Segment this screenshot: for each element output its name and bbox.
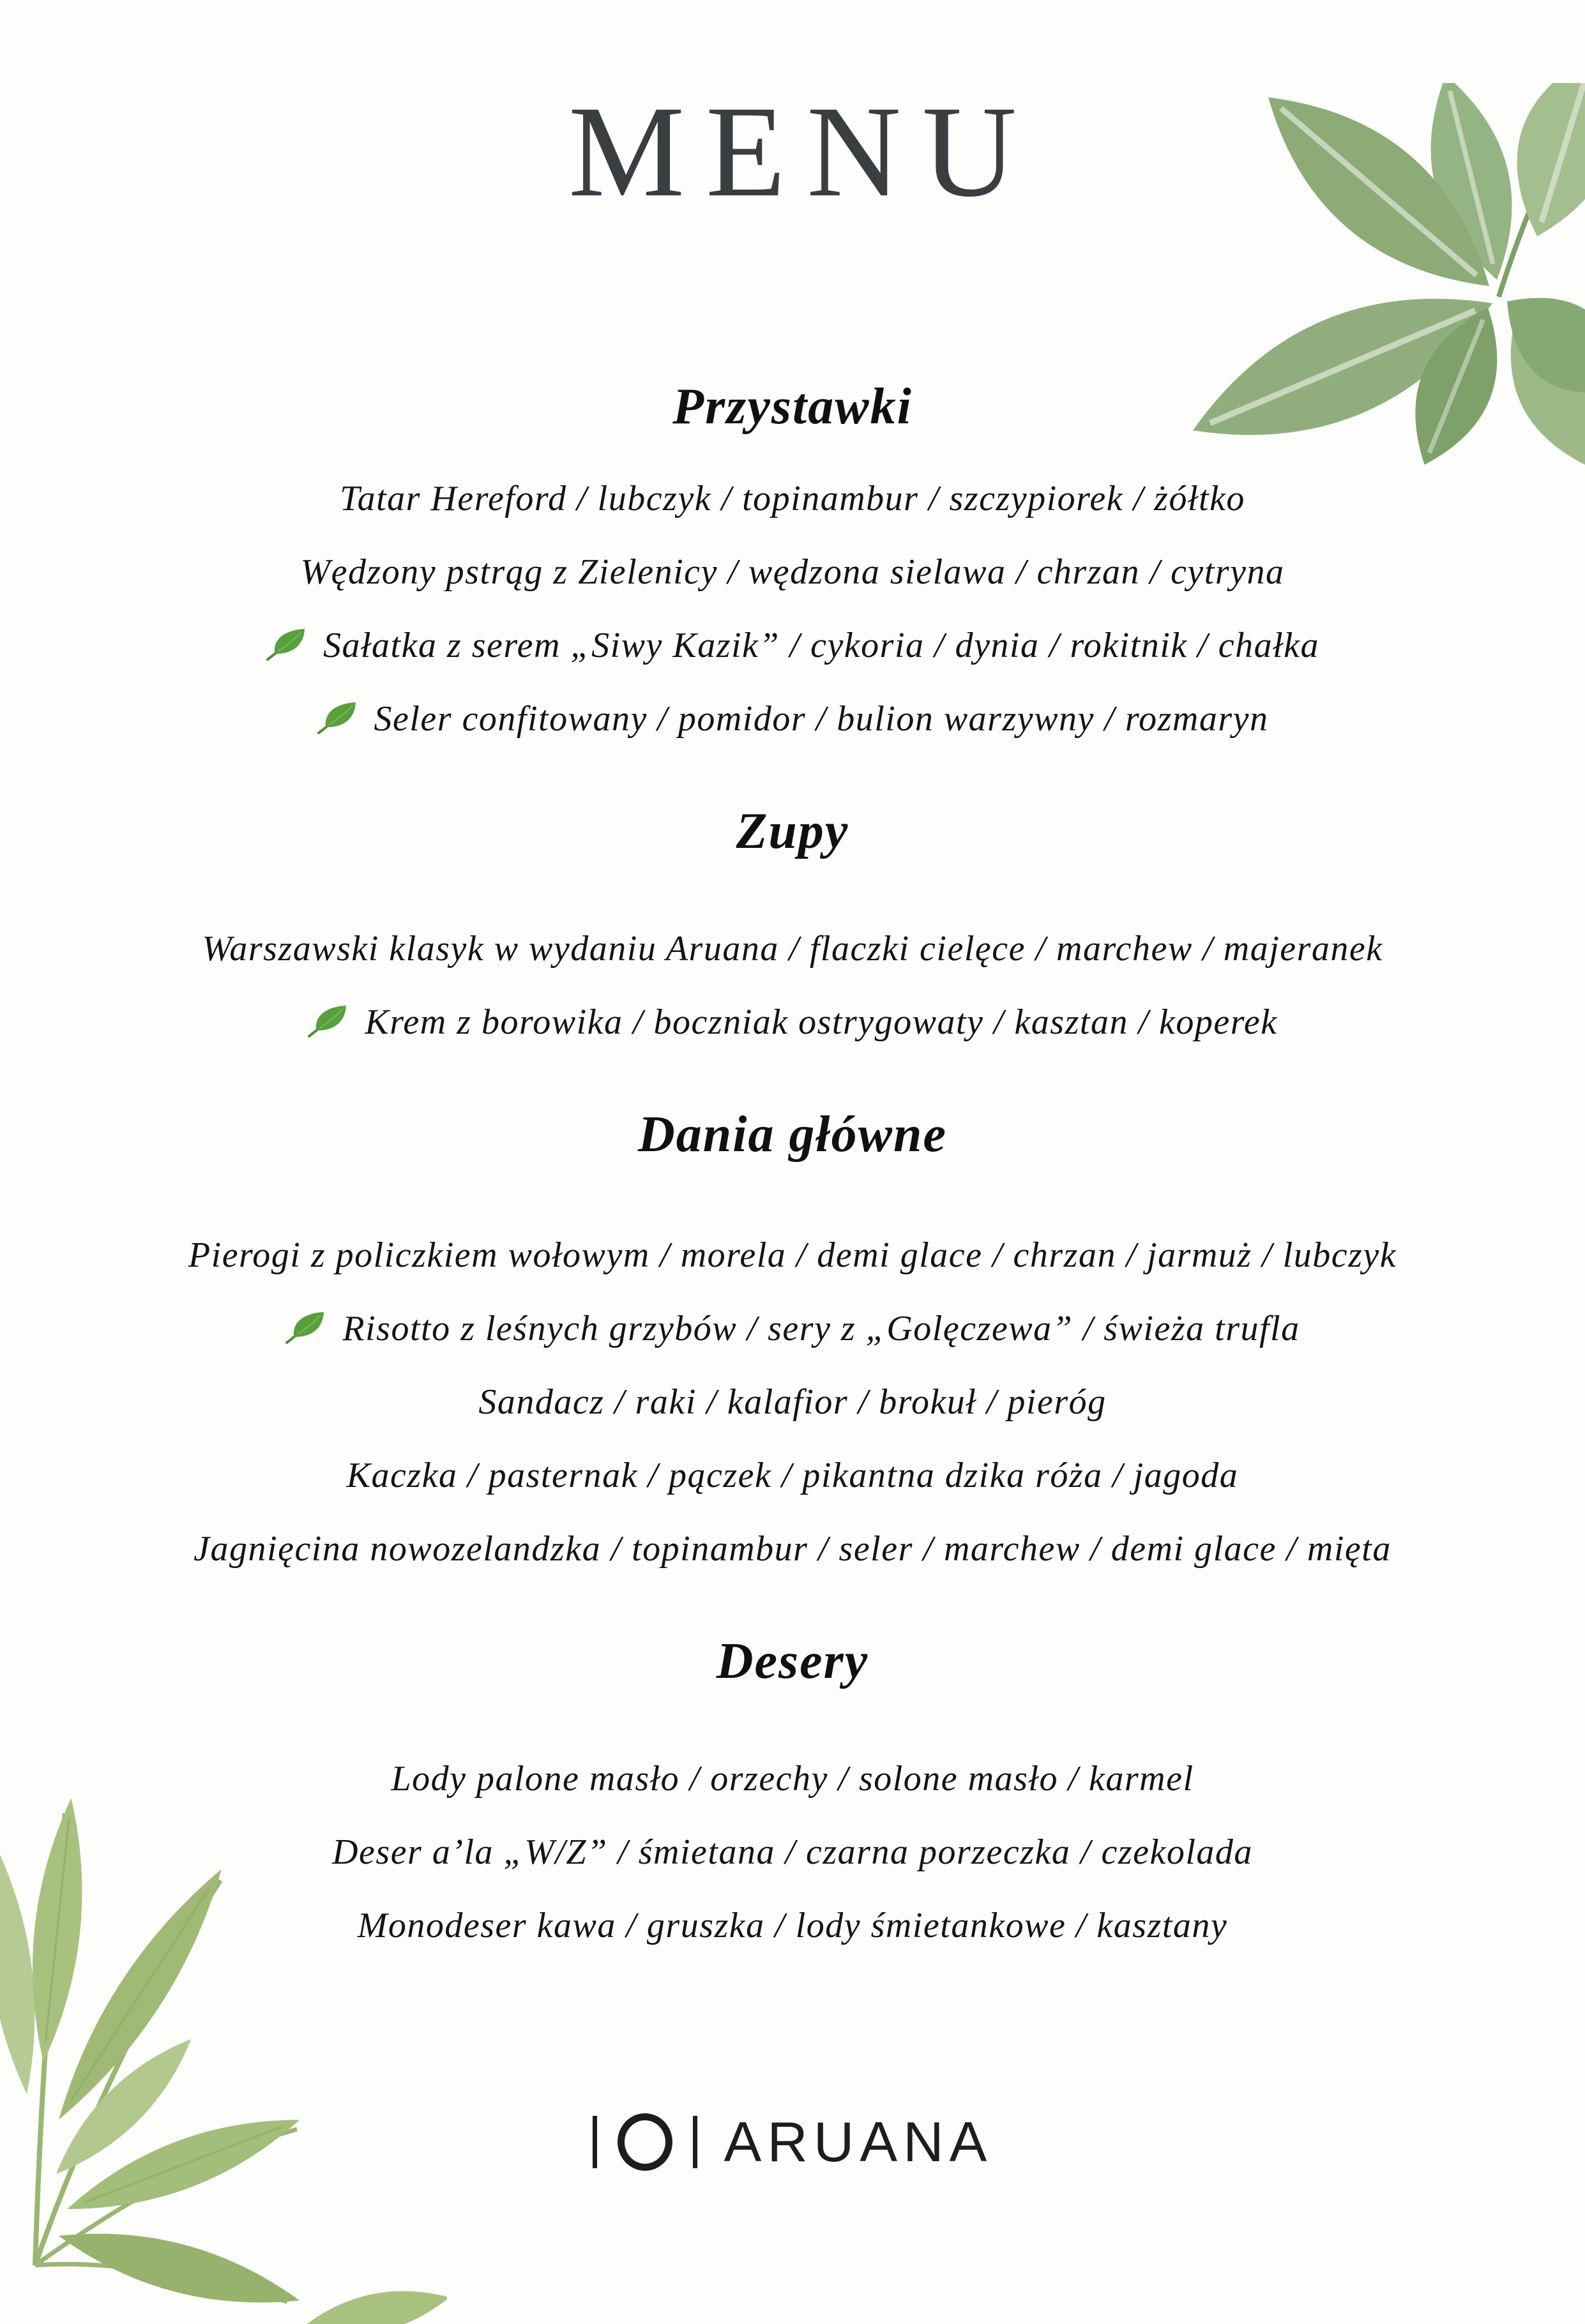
menu-item-text: Warszawski klasyk w wydaniu Aruana / flaczki cielęce / marchew / majeranek bbox=[202, 928, 1383, 969]
brand-logo bbox=[0, 2110, 1585, 2173]
menu-item-text: Lody palone masło / orzechy / solone masło / karmel bbox=[391, 1758, 1194, 1799]
menu-item-text: Sałatka z serem „Siwy Kazik” / cykoria / dynia / rokitnik / chałka bbox=[323, 625, 1319, 665]
menu-item-text: Seler confitowany / pomidor / bulion warzywny / rozmaryn bbox=[374, 698, 1269, 739]
brand-name: ARUANA bbox=[724, 2110, 993, 2173]
menu-page bbox=[0, 79, 1585, 2324]
menu-item-text: Jagnięcina nowozelandzka / topinambur / seler / marchew / demi glace / mięta bbox=[193, 1528, 1392, 1569]
section-heading: Przystawki bbox=[672, 379, 913, 435]
menu-item bbox=[0, 462, 1585, 535]
menu-item-text: Krem z borowika / boczniak ostrygowaty / kasztan / koperek bbox=[365, 1002, 1278, 1042]
logo-ring-icon bbox=[618, 2113, 672, 2171]
menu-item-text: Wędzony pstrąg z Zielenicy / wędzona sielawa / chrzan / cytryna bbox=[300, 552, 1285, 592]
menu-item bbox=[0, 1365, 1585, 1438]
menu-item-text: Monodeser kawa / gruszka / lody śmietankowe / kasztany bbox=[357, 1905, 1228, 1945]
section-dania-glowne bbox=[0, 1098, 1585, 1585]
menu-item bbox=[0, 1438, 1585, 1512]
vegetarian-leaf-icon bbox=[317, 699, 358, 735]
logo-bar-right bbox=[693, 2116, 697, 2168]
menu-item bbox=[0, 912, 1585, 985]
menu-item bbox=[0, 682, 1585, 755]
section-zupy bbox=[0, 795, 1585, 1059]
section-heading: Desery bbox=[716, 1633, 869, 1689]
menu-item bbox=[0, 985, 1585, 1059]
vegetarian-leaf-icon bbox=[307, 1002, 348, 1038]
logo-bar-left bbox=[593, 2116, 597, 2168]
menu-item-text: Sandacz / raki / kalafior / brokuł / pieróg bbox=[478, 1382, 1107, 1422]
menu-item bbox=[0, 535, 1585, 608]
menu-item bbox=[0, 1742, 1585, 1815]
vegetarian-leaf-icon bbox=[285, 1309, 326, 1345]
section-przystawki bbox=[0, 370, 1585, 755]
menu-item-text: Kaczka / pasternak / pączek / pikantna dzika róża / jagoda bbox=[346, 1455, 1239, 1495]
menu-item bbox=[0, 1218, 1585, 1292]
menu-item bbox=[0, 1815, 1585, 1889]
menu-item-text: Risotto z leśnych grzybów / sery z „Golęczewa” / świeża trufla bbox=[342, 1308, 1300, 1348]
section-heading: Dania główne bbox=[637, 1106, 948, 1163]
page-title: MENU bbox=[568, 79, 1038, 224]
section-heading: Zupy bbox=[736, 803, 849, 859]
menu-item bbox=[0, 1292, 1585, 1365]
menu-item bbox=[0, 1889, 1585, 1962]
section-desery bbox=[0, 1625, 1585, 1962]
menu-item-text: Tatar Hereford / lubczyk / topinambur / szczypiorek / żółtko bbox=[340, 478, 1245, 518]
vegetarian-leaf-icon bbox=[266, 626, 307, 661]
menu-item bbox=[0, 608, 1585, 682]
menu-item-text: Deser a’la „W/Z” / śmietana / czarna porzeczka / czekolada bbox=[332, 1832, 1253, 1872]
menu-item bbox=[0, 1512, 1585, 1585]
menu-item-text: Pierogi z policzkiem wołowym / morela / demi glace / chrzan / jarmuż / lubczyk bbox=[188, 1235, 1397, 1275]
